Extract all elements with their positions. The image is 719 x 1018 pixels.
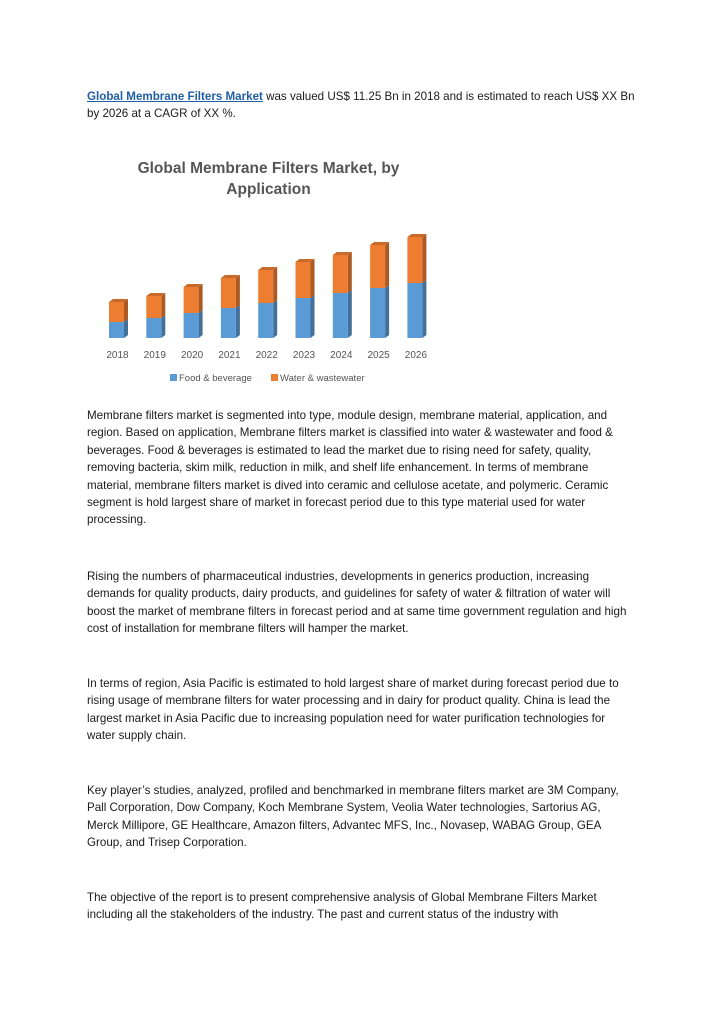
x-tick-label: 2026 — [404, 350, 428, 361]
bar-side-food — [124, 319, 128, 338]
bar-side-food — [161, 315, 165, 338]
bar-side-food — [348, 290, 352, 338]
bar-side-water — [236, 275, 240, 308]
x-tick-label: 2020 — [180, 350, 204, 361]
bar-side-water — [348, 252, 352, 293]
bar-side-water — [161, 293, 165, 318]
bar-water-wastewater — [333, 255, 348, 293]
x-tick-label: 2025 — [367, 350, 390, 361]
x-tick-label: 2023 — [292, 350, 316, 361]
bar-side-water — [422, 234, 426, 283]
region-paragraph: In terms of region, Asia Pacific is estimated to hold largest share of market during forecast period due to rising usage of membrane filters for water processing and in dairy for product quality. China is lead the largest market in Asia Pacific due to increasing population need for water purification technologies for water supply chain. — [87, 677, 619, 743]
x-tick-label: 2018 — [106, 350, 129, 361]
bar-water-wastewater — [184, 287, 199, 313]
x-tick-label: 2021 — [218, 350, 241, 361]
bar-food-beverage — [146, 318, 161, 338]
chart-plot — [96, 150, 441, 395]
bar-water-wastewater — [370, 245, 385, 288]
bar-side-water — [311, 259, 315, 298]
bar-side-water — [124, 299, 128, 322]
bar-side-food — [311, 295, 315, 338]
bar-water-wastewater — [258, 270, 273, 303]
key-players-paragraph: Key player’s studies, analyzed, profiled and benchmarked in membrane filters market are 3M Company, Pall Corporation, Dow Company, Koch Membrane System, Veolia Water technologies, Sartorius AG, Merck Millipore, GE Healthcare, Amazon filters, Advantec MFS, Inc., Novasep, WABAG Group, GEA Group, and Trisep Corporation. — [87, 784, 619, 850]
bar-water-wastewater — [221, 278, 236, 308]
legend-label: Water & wastewater — [280, 373, 365, 384]
bar-side-water — [199, 284, 203, 313]
bar-water-wastewater — [296, 262, 311, 298]
bar-food-beverage — [407, 283, 422, 338]
bar-side-food — [273, 300, 277, 338]
bar-food-beverage — [221, 308, 236, 338]
x-tick-label: 2024 — [330, 350, 353, 361]
bar-food-beverage — [370, 288, 385, 338]
bar-food-beverage — [258, 303, 273, 338]
segmentation-paragraph: Membrane filters market is segmented into type, module design, membrane material, application, and region. Based on application, Membrane filters market is classified into water & wastewater and food & beverages. Food & beverages is estimated to lead the market due to rising need for safety, quality, removing bacteria, skim milk, reduction in milk, and shelf life enhancement. In terms of membrane material, membrane filters market is dived into ceramic and cellulose acetate, and polymeric. Ceramic segment is hold largest share of market in forecast period due to this type material used for water processing. — [87, 409, 613, 527]
bar-food-beverage — [109, 322, 124, 338]
chart-title-line2: Application — [226, 181, 311, 198]
objective-paragraph: The objective of the report is to present comprehensive analysis of Global Membrane Filters Market including all the stakeholders of the industry. The past and current status of the industry with — [87, 891, 597, 922]
bar-water-wastewater — [407, 237, 422, 283]
bar-food-beverage — [184, 313, 199, 338]
legend-swatch — [271, 374, 278, 381]
x-tick-label: 2022 — [255, 350, 278, 361]
intro-paragraph — [87, 88, 635, 123]
drivers-paragraph: Rising the numbers of pharmaceutical industries, developments in generics production, increasing demands for quality products, dairy products, and guidelines for safety of water & filtration of water will boost the market of membrane filters in forecast period and at same time government regulation and high cost of installation for membrane filters will hamper the market. — [87, 570, 627, 636]
bar-side-water — [385, 242, 389, 288]
legend-swatch — [170, 374, 177, 381]
legend-label: Food & beverage — [179, 373, 252, 384]
bar-water-wastewater — [146, 296, 161, 318]
bar-side-water — [273, 267, 277, 303]
bar-side-food — [385, 285, 389, 338]
bar-side-food — [236, 305, 240, 338]
market-link[interactable]: Global Membrane Filters Market — [87, 90, 263, 103]
bar-side-food — [422, 280, 426, 338]
bar-side-food — [199, 310, 203, 338]
bar-food-beverage — [333, 293, 348, 338]
chart-title-line1: Global Membrane Filters Market, by — [137, 160, 400, 177]
application-chart — [96, 150, 441, 395]
x-tick-label: 2019 — [143, 350, 166, 361]
bar-water-wastewater — [109, 302, 124, 322]
intro-text: was valued US$ 11.25 Bn in 2018 and is estimated to reach US$ XX Bn by 2026 at a CAGR of XX %. — [87, 90, 635, 121]
bar-food-beverage — [296, 298, 311, 338]
